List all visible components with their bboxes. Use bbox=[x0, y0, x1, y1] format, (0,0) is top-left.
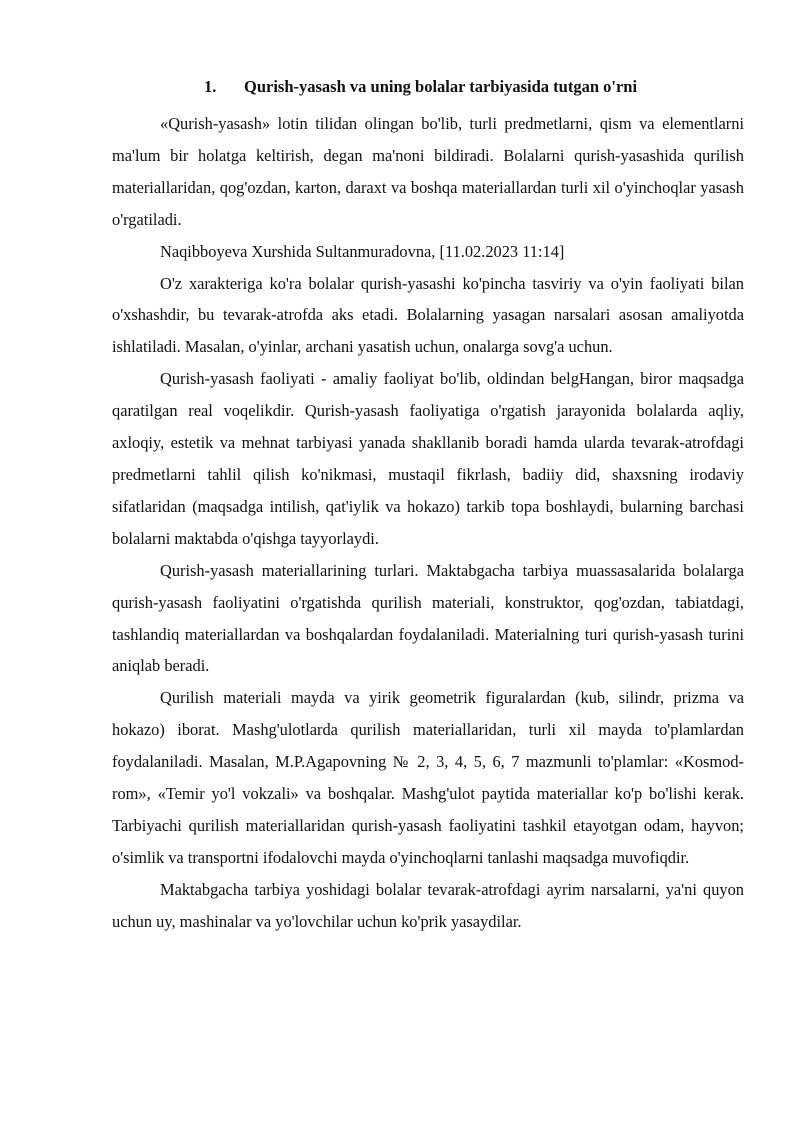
paragraph-building-material: Qurilish materiali mayda va yirik geometrik figuralardan (kub, silindr, prizma va hokazo) iborat. Mashg'ulotlarda qurilish materiallaridan, turli xil mayda to'plamlardan foydalaniladi. Masalan, M.P.Agapovning № 2, 3, 4, 5, 6, 7 mazmunli to'plamlar: «Kosmod-rom», «Temir yo'l vokzali» va boshqalar. Mashg'ulot paytida materiallar ko'p bo'lishi kerak. Tarbiyachi qurilish materiallaridan qurish-yasash faoliyatini tashkil etayotgan odam, hayvon; o'simlik va transportni ifodalovchi mayda o'yinchoqlarni tanlashi maqsadga muvofiqdir. bbox=[112, 688, 744, 867]
section-title: Qurish-yasash va uning bolalar tarbiyasida tutgan o'rni bbox=[244, 77, 638, 96]
paragraph-material-types: Qurish-yasash materiallarining turlari. Maktabgacha tarbiya muassasalarida bolalarga qurish-yasash faoliyatini o'rgatishda qurilish materiali, konstruktor, qog'ozdan, tabiatdagi, tashlandiq materiallardan va boshqalardan foydalaniladi. Materialning turi qurish-yasash turini aniqlab beradi. bbox=[112, 560, 744, 676]
paragraph-author-note: Naqibboyeva Xurshida Sultanmuradovna, [11.02.2023 11:14] bbox=[160, 241, 565, 261]
body-text bbox=[112, 108, 744, 938]
paragraph-definition: «Qurish-yasash» lotin tilidan olingan bo'lib, turli predmetlarni, qism va elementlarni ma'lum bir holatga keltirish, degan ma'noni bildiradi. Bolalarni qurish-yasashida qurilish materiallaridan, qog'ozdan, karton, daraxt va boshqa materiallardan turli xil o'yinchoqlar yasash o'rgatiladi. bbox=[112, 114, 744, 229]
paragraph-preschool: Maktabgacha tarbiya yoshidagi bolalar tevarak-atrofdagi ayrim narsalarni, ya'ni quyon uchun uy, mashinalar va yo'lovchilar uchun ko'prik yasaydilar. bbox=[112, 879, 744, 931]
section-heading bbox=[112, 76, 744, 98]
paragraph-activity: Qurish-yasash faoliyati - amaliy faoliyat bo'lib, oldindan belgHangan, biror maqsadga qaratilgan real voqelikdir. Qurish-yasash faoliyatiga o'rgatish jarayonida bolalarda aqliy, axloqiy, estetik va mehnat tarbiyasi yanada shakllanib boradi hamda ularda tevarak-atrofdagi predmetlarni tahlil qilish ko'nikmasi, mustaqil fikrlash, badiiy did, shaxsning irodaviy sifatlaridan (maqsadga intilish, qat'iylik va hokazo) tarkib topa boshlaydi, bularning barchasi bolalarni maktabda o'qishga tayyorlaydi. bbox=[112, 369, 744, 548]
section-number: 1. bbox=[204, 77, 217, 96]
paragraph-character: O'z xarakteriga ko'ra bolalar qurish-yasashi ko'pincha tasviriy va o'yin faoliyati bilan o'xshashdir, bu tevarak-atrofda aks etadi. Bolalarning yasagan narsalari asosan amaliyotda ishlatiladi. Masalan, o'yinlar, archani yasatish uchun, onalarga sovg'a uchun. bbox=[112, 273, 744, 357]
